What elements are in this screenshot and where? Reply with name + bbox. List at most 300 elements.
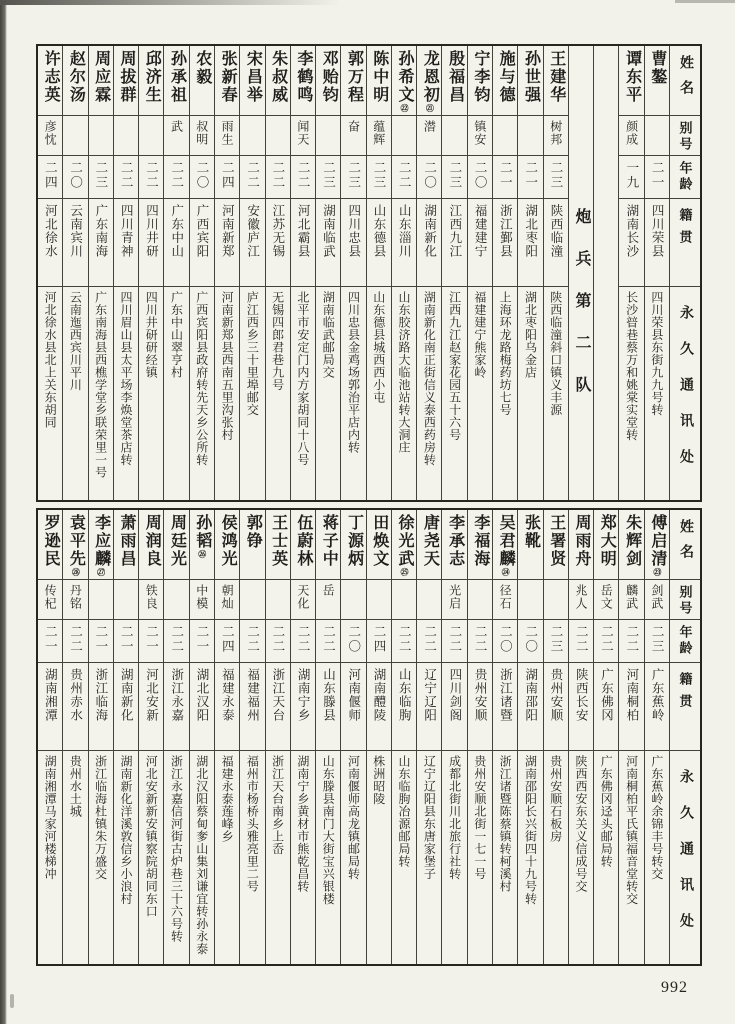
person-name: 罗逊民	[42, 514, 60, 568]
address-cell-text: 贵州水土城	[68, 755, 83, 818]
age-cell	[493, 620, 517, 663]
alias-cell-text: 叔明	[194, 120, 209, 146]
alias-cell-text: 武	[169, 120, 184, 133]
name-cell	[266, 46, 290, 116]
address-cell	[417, 287, 441, 500]
alias-cell-text: 剑武	[649, 584, 664, 610]
entry-column	[366, 46, 391, 500]
native-place-cell	[367, 199, 391, 287]
age-cell	[291, 620, 315, 663]
age-cell-text: 二〇	[523, 625, 538, 654]
alias-cell	[316, 580, 340, 620]
native-place-cell	[468, 199, 492, 287]
native-place-cell	[442, 663, 466, 751]
scan-edge-top	[0, 0, 340, 5]
age-cell-text: 二二	[169, 161, 184, 190]
person-name: 徐光武	[396, 514, 414, 568]
address-cell	[544, 287, 568, 500]
alias-cell	[594, 580, 618, 620]
entry-column	[88, 46, 113, 500]
alias-cell-text: 径石	[498, 584, 513, 610]
name-cell	[341, 46, 365, 116]
address-cell-text: 陕西临潼斜口镇义丰源	[548, 291, 563, 416]
name-cell	[645, 510, 669, 580]
name-cell	[468, 46, 492, 116]
name-cell	[114, 46, 138, 116]
age-cell	[164, 620, 188, 663]
address-cell	[518, 287, 542, 500]
age-cell	[392, 620, 416, 663]
entry-column	[265, 510, 290, 964]
age-cell-text: 二三	[548, 625, 563, 654]
person-name: 谭东平	[623, 50, 641, 104]
alias-cell	[316, 116, 340, 156]
address-cell-text: 四川忠县金鸡场郭治平店内转	[346, 291, 361, 454]
person-name: 周润良	[143, 514, 161, 568]
entry-column	[290, 46, 315, 500]
alias-cell	[544, 116, 568, 156]
person-name: 孙韬	[193, 514, 211, 550]
entry-column	[88, 510, 113, 964]
native-place-cell-text: 四川井研	[144, 204, 159, 258]
person-name: 孙世强	[522, 50, 540, 104]
native-place-cell-text: 湖南临武	[321, 204, 336, 258]
address-cell-text: 云南迤西宾川平川	[68, 291, 83, 391]
alias-cell	[417, 116, 441, 156]
person-name-wrap	[624, 510, 640, 568]
footnote-mark: ㉖	[197, 550, 207, 558]
native-place-cell-text: 江苏无锡	[270, 204, 285, 258]
address-cell-text: 成都北街川北旅行社转	[447, 755, 462, 880]
native-place-cell-text: 湖南新化	[119, 668, 134, 722]
alias-cell	[493, 116, 517, 156]
native-place-cell-text: 浙江天台	[270, 668, 285, 722]
alias-cell-text: 树邦	[548, 120, 563, 146]
entry-column	[441, 510, 466, 964]
person-name: 周廷光	[168, 514, 186, 568]
person-name-wrap	[42, 46, 58, 104]
age-cell	[139, 620, 163, 663]
person-name-wrap	[649, 510, 665, 576]
age-cell-text: 二三	[372, 161, 387, 190]
native-place-cell-text: 贵州安顺	[473, 668, 488, 722]
alias-cell	[139, 580, 163, 620]
native-place-cell-text: 四川青神	[119, 204, 134, 258]
person-name: 李应麟	[92, 514, 110, 568]
name-cell	[544, 46, 568, 116]
address-cell-text: 江西九江赵家花园五十六号	[447, 291, 462, 441]
alias-cell	[139, 116, 163, 156]
age-cell	[493, 156, 517, 199]
name-cell	[38, 510, 62, 580]
alias-cell	[619, 580, 643, 620]
person-name-wrap	[573, 510, 589, 568]
address-cell-text: 湖北枣阳乌金店	[523, 291, 538, 379]
native-place-cell-text: 四川荣县	[650, 204, 665, 258]
header-age	[670, 620, 700, 663]
age-cell	[291, 156, 315, 199]
native-place-cell	[240, 663, 264, 751]
header-age-text: 年龄	[677, 161, 693, 193]
header-native-text: 籍贯	[677, 208, 693, 252]
age-cell	[544, 156, 568, 199]
footnote-mark: ㉘	[71, 568, 81, 576]
person-name-wrap	[320, 510, 336, 568]
alias-cell-text: 彦忱	[43, 120, 58, 146]
section-title-column	[568, 46, 593, 500]
person-name: 丁源炳	[345, 514, 363, 568]
alias-cell	[417, 580, 441, 620]
name-cell	[240, 510, 264, 580]
address-cell-text: 长沙暜巷蔡万和姚棠实堂转	[624, 291, 639, 441]
age-cell	[442, 620, 466, 663]
person-name: 周拔群	[117, 50, 135, 104]
native-place-cell	[594, 663, 618, 751]
address-cell	[442, 287, 466, 500]
entry-column	[644, 46, 669, 500]
person-name: 农毅	[193, 50, 211, 86]
entry-column	[517, 46, 542, 500]
alias-cell	[619, 116, 643, 156]
person-name-wrap	[396, 510, 412, 576]
person-name: 郭万程	[345, 50, 363, 104]
header-address	[670, 287, 700, 500]
name-cell	[215, 510, 239, 580]
name-cell	[291, 46, 315, 116]
scan-smudge	[10, 994, 14, 1008]
person-name-wrap	[497, 510, 513, 576]
age-cell	[367, 156, 391, 199]
person-name: 郭铮	[244, 514, 262, 550]
alias-cell-text: 镇安	[472, 120, 487, 146]
age-cell-text: 二二	[624, 625, 639, 654]
native-place-cell	[38, 199, 62, 287]
entry-column	[543, 46, 568, 500]
section-title: 炮兵第二队	[573, 208, 591, 418]
address-cell-text: 河南偃师高龙镇邮局转	[346, 755, 361, 880]
age-cell-text: 一九	[624, 161, 639, 190]
address-cell	[291, 751, 315, 964]
native-place-cell	[417, 199, 441, 287]
address-cell	[139, 287, 163, 500]
name-cell	[164, 46, 188, 116]
age-cell-text: 二〇	[473, 161, 488, 190]
native-place-cell-text: 湖北汉阳	[195, 668, 210, 722]
alias-cell	[518, 580, 542, 620]
address-cell	[392, 751, 416, 964]
name-cell	[619, 46, 643, 116]
person-name: 王士英	[269, 514, 287, 568]
age-cell	[240, 620, 264, 663]
native-place-cell	[367, 663, 391, 751]
native-place-cell-text: 河北霸县	[296, 204, 311, 258]
header-name-text: 姓名	[678, 519, 693, 569]
age-cell	[89, 156, 113, 199]
person-name: 曹鏊	[648, 50, 666, 86]
native-place-cell-text: 福建建宁	[473, 204, 488, 258]
entry-column	[163, 46, 188, 500]
alias-cell	[89, 116, 113, 156]
entry-column	[163, 510, 188, 964]
entry-column	[189, 46, 214, 500]
address-cell-text: 福州市杨桥头雅亮里二号	[245, 755, 260, 893]
name-cell	[367, 510, 391, 580]
native-place-cell	[114, 663, 138, 751]
address-cell	[190, 287, 214, 500]
name-cell	[240, 46, 264, 116]
address-cell	[190, 751, 214, 964]
native-place-cell-text: 浙江鄞县	[498, 204, 513, 258]
address-cell	[291, 287, 315, 500]
person-name-wrap	[244, 46, 260, 104]
age-cell	[266, 620, 290, 663]
entry-column	[239, 46, 264, 500]
entry-column	[416, 46, 441, 500]
age-cell-text: 二二	[599, 625, 614, 654]
footnote-mark: ㉗	[96, 568, 106, 576]
native-place-cell-text: 广东佛冈	[599, 668, 614, 722]
person-name-wrap	[219, 510, 235, 568]
name-cell	[594, 510, 618, 580]
page-sheet	[7, 0, 735, 1024]
person-name: 张新春	[219, 50, 237, 104]
native-place-cell-text: 浙江临海	[93, 668, 108, 722]
alias-cell	[468, 116, 492, 156]
entry-column	[568, 510, 593, 964]
native-place-cell-text: 山东淄川	[397, 204, 412, 258]
address-cell	[341, 287, 365, 500]
native-place-cell-text: 河南偃师	[346, 668, 361, 722]
native-place-cell-text: 河南桐柏	[624, 668, 639, 722]
person-name-wrap	[194, 46, 210, 86]
address-cell	[367, 287, 391, 500]
section-title-cell	[569, 46, 593, 500]
page-number: 992	[661, 979, 688, 996]
address-cell-text: 株洲昭陵	[371, 755, 386, 805]
person-name-wrap	[522, 510, 538, 550]
alias-cell-text: 中模	[194, 584, 209, 610]
native-place-cell	[190, 663, 214, 751]
native-place-cell-text: 四川忠县	[346, 204, 361, 258]
entry-column	[113, 46, 138, 500]
alias-cell	[341, 580, 365, 620]
age-cell-text: 二二	[574, 625, 589, 654]
name-cell	[190, 510, 214, 580]
age-cell-text: 二二	[447, 625, 462, 654]
roster-table-bottom	[36, 508, 702, 966]
alias-cell-text: 兆人	[574, 584, 589, 610]
native-place-cell-text: 安徽庐江	[245, 204, 260, 258]
native-place-cell	[164, 663, 188, 751]
header-address	[670, 751, 700, 964]
person-name-wrap	[548, 46, 564, 104]
address-cell-text: 浙江诸暨陈蔡镇转柯溪村	[498, 755, 513, 893]
alias-cell	[190, 116, 214, 156]
age-cell-text: 二三	[321, 161, 336, 190]
address-cell	[619, 751, 643, 964]
age-cell	[518, 620, 542, 663]
address-cell	[594, 751, 618, 964]
address-cell-text: 福建建宁熊家岭	[472, 291, 487, 379]
address-cell	[569, 751, 593, 964]
person-name-wrap	[118, 46, 134, 104]
person-name: 孙希文	[396, 50, 414, 104]
native-place-cell-text: 贵州赤水	[68, 668, 83, 722]
header-age-text: 年龄	[677, 625, 693, 657]
age-cell-text: 二四	[43, 161, 58, 190]
address-cell-text: 浙江临海杜镇朱万盛交	[93, 755, 108, 880]
header-name-text: 姓名	[678, 55, 693, 105]
alias-cell	[367, 116, 391, 156]
native-place-cell-text: 陕西长安	[574, 668, 589, 722]
address-cell-text: 湖北汉阳蔡甸奓山集刘谦宜转孙永泰	[194, 755, 209, 955]
person-name-wrap	[244, 510, 260, 550]
alias-cell-text: 闻天	[295, 120, 310, 146]
address-cell-text: 湖南临武邮局交	[321, 291, 336, 379]
alias-cell	[291, 580, 315, 620]
name-cell	[89, 510, 113, 580]
address-cell-text: 广西宾阳县政府转先天乡公所转	[194, 291, 209, 466]
age-cell-text: 二二	[296, 625, 311, 654]
entry-column	[441, 46, 466, 500]
entry-column	[239, 510, 264, 964]
alias-cell-text: 奋	[346, 120, 361, 133]
person-name: 郑大明	[598, 514, 616, 568]
age-cell	[518, 156, 542, 199]
footnote-mark: ㉕	[400, 568, 410, 576]
age-cell-text: 二一	[43, 625, 58, 654]
person-name: 宋昌举	[244, 50, 262, 104]
person-name: 邱济生	[143, 50, 161, 104]
alias-cell	[114, 580, 138, 620]
native-place-cell	[89, 663, 113, 751]
address-cell	[493, 751, 517, 964]
alias-cell-text: 岳文	[599, 584, 614, 610]
name-cell	[468, 510, 492, 580]
native-place-cell-text: 云南宾川	[68, 204, 83, 258]
age-cell	[594, 620, 618, 663]
age-cell	[417, 156, 441, 199]
native-place-cell	[544, 663, 568, 751]
person-name-wrap	[624, 46, 640, 104]
person-name-wrap	[143, 46, 159, 104]
person-name-wrap	[522, 46, 538, 104]
address-cell	[544, 751, 568, 964]
alias-cell	[63, 580, 87, 620]
person-name: 朱叔威	[269, 50, 287, 104]
person-name: 李鹤鸣	[294, 50, 312, 104]
entry-column	[138, 510, 163, 964]
address-cell	[63, 287, 87, 500]
person-name-wrap	[371, 46, 387, 104]
person-name-wrap	[93, 46, 109, 104]
address-cell	[38, 751, 62, 964]
age-cell	[38, 620, 62, 663]
person-name-wrap	[194, 510, 210, 558]
name-cell	[417, 510, 441, 580]
address-cell	[215, 287, 239, 500]
alias-cell-text: 岳	[321, 584, 336, 597]
name-cell	[63, 46, 87, 116]
person-name: 蒋子中	[320, 514, 338, 568]
person-name-wrap	[270, 510, 286, 568]
address-cell	[164, 751, 188, 964]
footnote-mark: ㉒	[400, 104, 410, 112]
alias-cell	[240, 580, 264, 620]
age-cell	[316, 620, 340, 663]
entry-column	[340, 46, 365, 500]
age-cell	[190, 156, 214, 199]
person-name-wrap	[143, 510, 159, 568]
native-place-cell	[291, 199, 315, 287]
header-native	[670, 199, 700, 287]
person-name-wrap	[67, 46, 83, 104]
native-place-cell	[139, 199, 163, 287]
alias-cell-text: 蕴辉	[371, 120, 386, 146]
address-cell	[240, 287, 264, 500]
native-place-cell-text: 浙江诸暨	[498, 668, 513, 722]
alias-cell-text: 潜	[422, 120, 437, 133]
address-cell	[316, 751, 340, 964]
person-name: 伍蔚林	[294, 514, 312, 568]
native-place-cell	[215, 199, 239, 287]
address-cell-text: 庐江西乡三十里埠邮交	[245, 291, 260, 416]
entry-column	[618, 510, 643, 964]
age-cell-text: 二〇	[346, 625, 361, 654]
age-cell	[442, 156, 466, 199]
name-cell	[518, 510, 542, 580]
age-cell-text: 二一	[144, 625, 159, 654]
age-cell	[367, 620, 391, 663]
name-cell	[114, 510, 138, 580]
native-place-cell	[544, 199, 568, 287]
address-cell	[518, 751, 542, 964]
age-cell-text: 二二	[144, 161, 159, 190]
native-place-cell	[63, 199, 87, 287]
person-name: 赵尔汤	[67, 50, 85, 104]
age-cell	[164, 156, 188, 199]
person-name-wrap	[270, 46, 286, 104]
native-place-cell	[316, 663, 340, 751]
age-cell	[38, 156, 62, 199]
person-name: 吴君麟	[497, 514, 515, 568]
name-cell	[215, 46, 239, 116]
age-cell	[63, 156, 87, 199]
native-place-cell	[63, 663, 87, 751]
age-cell-text: 二〇	[195, 161, 210, 190]
age-cell-text: 二二	[270, 625, 285, 654]
footnote-mark: ㉑	[425, 104, 435, 112]
name-cell	[392, 510, 416, 580]
address-cell	[266, 751, 290, 964]
name-cell	[341, 510, 365, 580]
header-native-text: 籍贯	[677, 672, 693, 716]
age-cell-text: 二二	[321, 625, 336, 654]
name-cell	[63, 510, 87, 580]
alias-cell-text: 颜成	[624, 120, 639, 146]
age-cell-text: 二二	[270, 161, 285, 190]
person-name: 田焕文	[370, 514, 388, 568]
native-place-cell	[392, 199, 416, 287]
header-address-text: 永久通讯处	[678, 305, 693, 485]
age-cell	[341, 156, 365, 199]
native-place-cell-text: 河北安新	[144, 668, 159, 722]
entry-column	[517, 510, 542, 964]
age-cell	[619, 156, 643, 199]
person-name: 许志英	[42, 50, 60, 104]
name-cell	[569, 510, 593, 580]
age-cell-text: 二三	[93, 161, 108, 190]
